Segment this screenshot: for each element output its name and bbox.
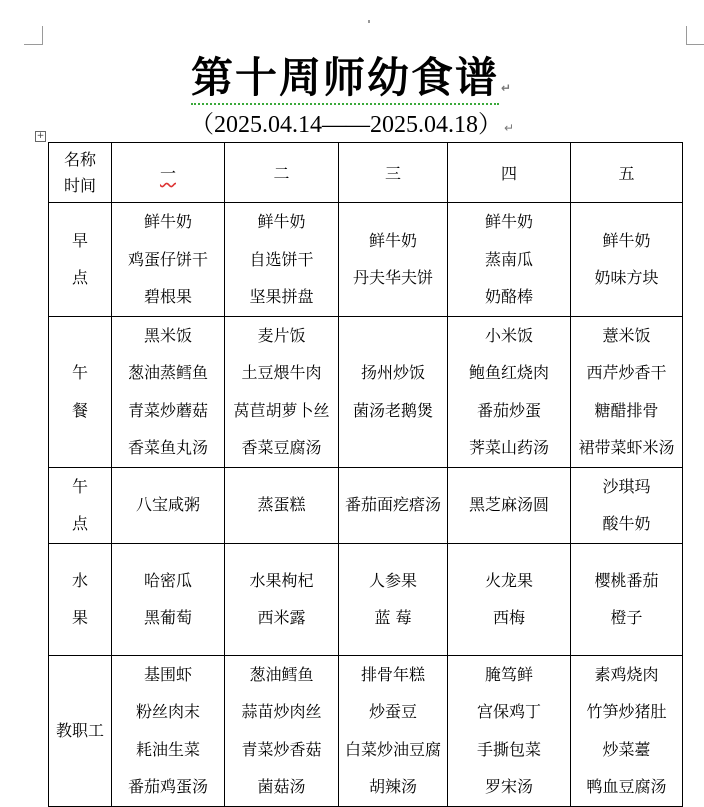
dish-item: 粉丝肉末: [135, 702, 200, 721]
dish-item: 菌汤老鹅煲: [352, 400, 433, 420]
dish-item: 宫保鸡丁: [476, 702, 541, 721]
dish-item: 橙子: [610, 608, 643, 627]
dish-item: 水果枸杞: [249, 570, 314, 590]
menu-cell[interactable]: [448, 203, 571, 317]
day-label: 四: [500, 164, 517, 183]
dish-item: 黑米饭: [143, 325, 192, 345]
meal-row: [49, 543, 683, 655]
dish-item: 黑葡萄: [143, 608, 192, 627]
dish-item: 排骨年糕: [360, 664, 425, 684]
page-title-text: 第十周师幼食谱: [191, 53, 499, 105]
day-label: 二: [273, 164, 290, 183]
dish-item: 番茄鸡蛋汤: [127, 777, 208, 796]
menu-cell[interactable]: [225, 316, 339, 467]
dish-item: 裙带菜虾米汤: [578, 438, 675, 457]
dish-item: 手撕包菜: [476, 739, 541, 759]
menu-cell[interactable]: [225, 543, 339, 655]
dish-item: 扬州炒饭: [360, 363, 425, 382]
dish-item: 哈密瓜: [143, 570, 192, 590]
dish-item: 土豆煨牛肉: [241, 363, 322, 382]
dish-item: 碧根果: [143, 287, 192, 306]
dish-item: 番茄炒蛋: [476, 400, 541, 420]
date-range: [0, 110, 704, 143]
menu-cell[interactable]: [448, 543, 571, 655]
date-range-text: （2025.04.14——2025.04.18）: [189, 112, 502, 138]
meal-row: [49, 467, 683, 543]
day-label: 五: [618, 164, 635, 183]
dish-item: 丹夫华夫饼: [352, 268, 433, 288]
meal-label-cell[interactable]: [49, 655, 112, 806]
dish-item: 耗油生菜: [135, 739, 200, 759]
dish-item: 炒菜薹: [602, 739, 651, 759]
meal-label: 点: [71, 514, 88, 533]
menu-cell[interactable]: [225, 203, 339, 317]
menu-cell[interactable]: [112, 467, 225, 543]
menu-cell[interactable]: [225, 467, 339, 543]
menu-cell[interactable]: [339, 543, 448, 655]
dish-item: 西芹炒香干: [586, 363, 667, 382]
menu-cell[interactable]: [112, 543, 225, 655]
dish-item: 香菜豆腐汤: [241, 438, 322, 457]
meal-label: 餐: [71, 400, 88, 420]
meal-label: 教职工: [55, 720, 104, 740]
dish-item: 番茄面疙瘩汤: [344, 495, 441, 515]
dish-item: 人参果: [368, 570, 417, 590]
dish-item: 蒸蛋糕: [257, 495, 306, 515]
dish-item: 基围虾: [143, 664, 192, 684]
dish-item: 奶味方块: [594, 268, 659, 288]
menu-cell[interactable]: [571, 316, 683, 467]
meal-label: 水: [71, 570, 88, 590]
dish-item: 葱油鳕鱼: [249, 664, 314, 684]
menu-cell[interactable]: [112, 203, 225, 317]
dish-item: 罗宋汤: [484, 777, 533, 796]
meal-label-cell[interactable]: [49, 203, 112, 317]
crop-mark-top-right: [686, 26, 704, 45]
dish-item: 火龙果: [484, 570, 533, 590]
dish-item: 鲜牛奶: [257, 212, 306, 231]
dish-item: 腌笃鲜: [484, 664, 533, 684]
dish-item: 坚果拼盘: [249, 287, 314, 306]
dish-item: 蒸南瓜: [484, 249, 533, 269]
dish-item: 荠菜山药汤: [468, 438, 549, 457]
menu-cell[interactable]: [339, 467, 448, 543]
dish-item: 青菜炒香菇: [241, 739, 322, 759]
dish-item: 西米露: [257, 608, 306, 627]
crop-mark-top-left: [24, 26, 43, 45]
menu-table: [48, 142, 683, 807]
meal-label: 果: [71, 608, 88, 627]
dish-item: 葱油蒸鳕鱼: [127, 363, 208, 382]
menu-cell[interactable]: [339, 203, 448, 317]
dish-item: 麦片饭: [257, 325, 306, 345]
meal-label: 午: [71, 476, 88, 496]
menu-cell[interactable]: [339, 655, 448, 806]
dish-item: 自选饼干: [249, 249, 314, 269]
meal-label-cell[interactable]: [49, 543, 112, 655]
dish-item: 竹笋炒猪肚: [586, 702, 667, 721]
dish-item: 菌菇汤: [257, 777, 306, 796]
dish-item: 西梅: [492, 608, 525, 627]
meal-label: 早: [71, 230, 88, 250]
menu-cell[interactable]: [571, 543, 683, 655]
corner-label-bottom: 时间: [63, 175, 96, 195]
day-header-tue[interactable]: [225, 143, 339, 203]
page-top-marker: [368, 20, 370, 23]
menu-cell[interactable]: [571, 655, 683, 806]
menu-cell[interactable]: [571, 467, 683, 543]
menu-cell[interactable]: [448, 316, 571, 467]
dish-item: 鲜牛奶: [602, 230, 651, 250]
dish-item: 白菜炒油豆腐: [344, 739, 441, 759]
dish-item: 胡辣汤: [368, 777, 417, 796]
dish-item: 奶酪棒: [484, 287, 533, 306]
menu-cell[interactable]: [339, 316, 448, 467]
dish-item: 蓝 莓: [374, 608, 412, 627]
corner-cell[interactable]: [49, 143, 112, 203]
dish-item: 青菜炒蘑菇: [127, 400, 208, 420]
header-row: [49, 143, 683, 203]
dish-item: 薏米饭: [602, 325, 651, 345]
table-move-handle-icon[interactable]: +: [36, 131, 45, 141]
dish-item: 鲜牛奶: [368, 230, 417, 250]
paragraph-mark-icon: ↵: [503, 121, 515, 135]
dish-item: 樱桃番茄: [594, 570, 659, 590]
menu-cell[interactable]: [112, 316, 225, 467]
dish-item: 炒蚕豆: [368, 702, 417, 721]
menu-cell[interactable]: [225, 655, 339, 806]
dish-item: 鸭血豆腐汤: [586, 777, 667, 796]
day-header-thu[interactable]: [448, 143, 571, 203]
dish-item: 香菜鱼丸汤: [127, 438, 208, 457]
menu-cell[interactable]: [571, 203, 683, 317]
paragraph-mark-icon: ↵: [500, 81, 514, 95]
dish-item: 黑芝麻汤圆: [468, 495, 549, 515]
menu-cell[interactable]: [448, 467, 571, 543]
meal-label-cell[interactable]: [49, 316, 112, 467]
dish-item: 小米饭: [484, 325, 533, 345]
meal-row: [49, 316, 683, 467]
dish-item: 酸牛奶: [602, 514, 651, 533]
dish-item: 莴苣胡萝卜丝: [233, 400, 330, 420]
dish-item: 糖醋排骨: [594, 400, 659, 420]
meal-label: 点: [71, 268, 88, 288]
dish-item: 沙琪玛: [602, 476, 651, 496]
day-header-wed[interactable]: [339, 143, 448, 203]
corner-label-top: 名称: [63, 149, 96, 169]
day-label: 三: [384, 164, 401, 183]
page-title: [0, 52, 704, 114]
dish-item: 鲍鱼红烧肉: [468, 363, 549, 382]
dish-item: 鲜牛奶: [143, 212, 192, 231]
meal-label-cell[interactable]: [49, 467, 112, 543]
meal-row: [49, 203, 683, 317]
meal-label: 午: [71, 363, 88, 382]
dish-item: 八宝咸粥: [135, 495, 200, 515]
dish-item: 鸡蛋仔饼干: [127, 249, 208, 269]
day-label: 一: [159, 164, 176, 183]
meal-row: [49, 655, 683, 806]
day-header-mon[interactable]: [112, 143, 225, 203]
menu-cell[interactable]: [112, 655, 225, 806]
dish-item: 鲜牛奶: [484, 212, 533, 231]
dish-item: 蒜苗炒肉丝: [241, 702, 322, 721]
day-header-fri[interactable]: [571, 143, 683, 203]
dish-item: 素鸡烧肉: [594, 664, 659, 684]
menu-cell[interactable]: [448, 655, 571, 806]
